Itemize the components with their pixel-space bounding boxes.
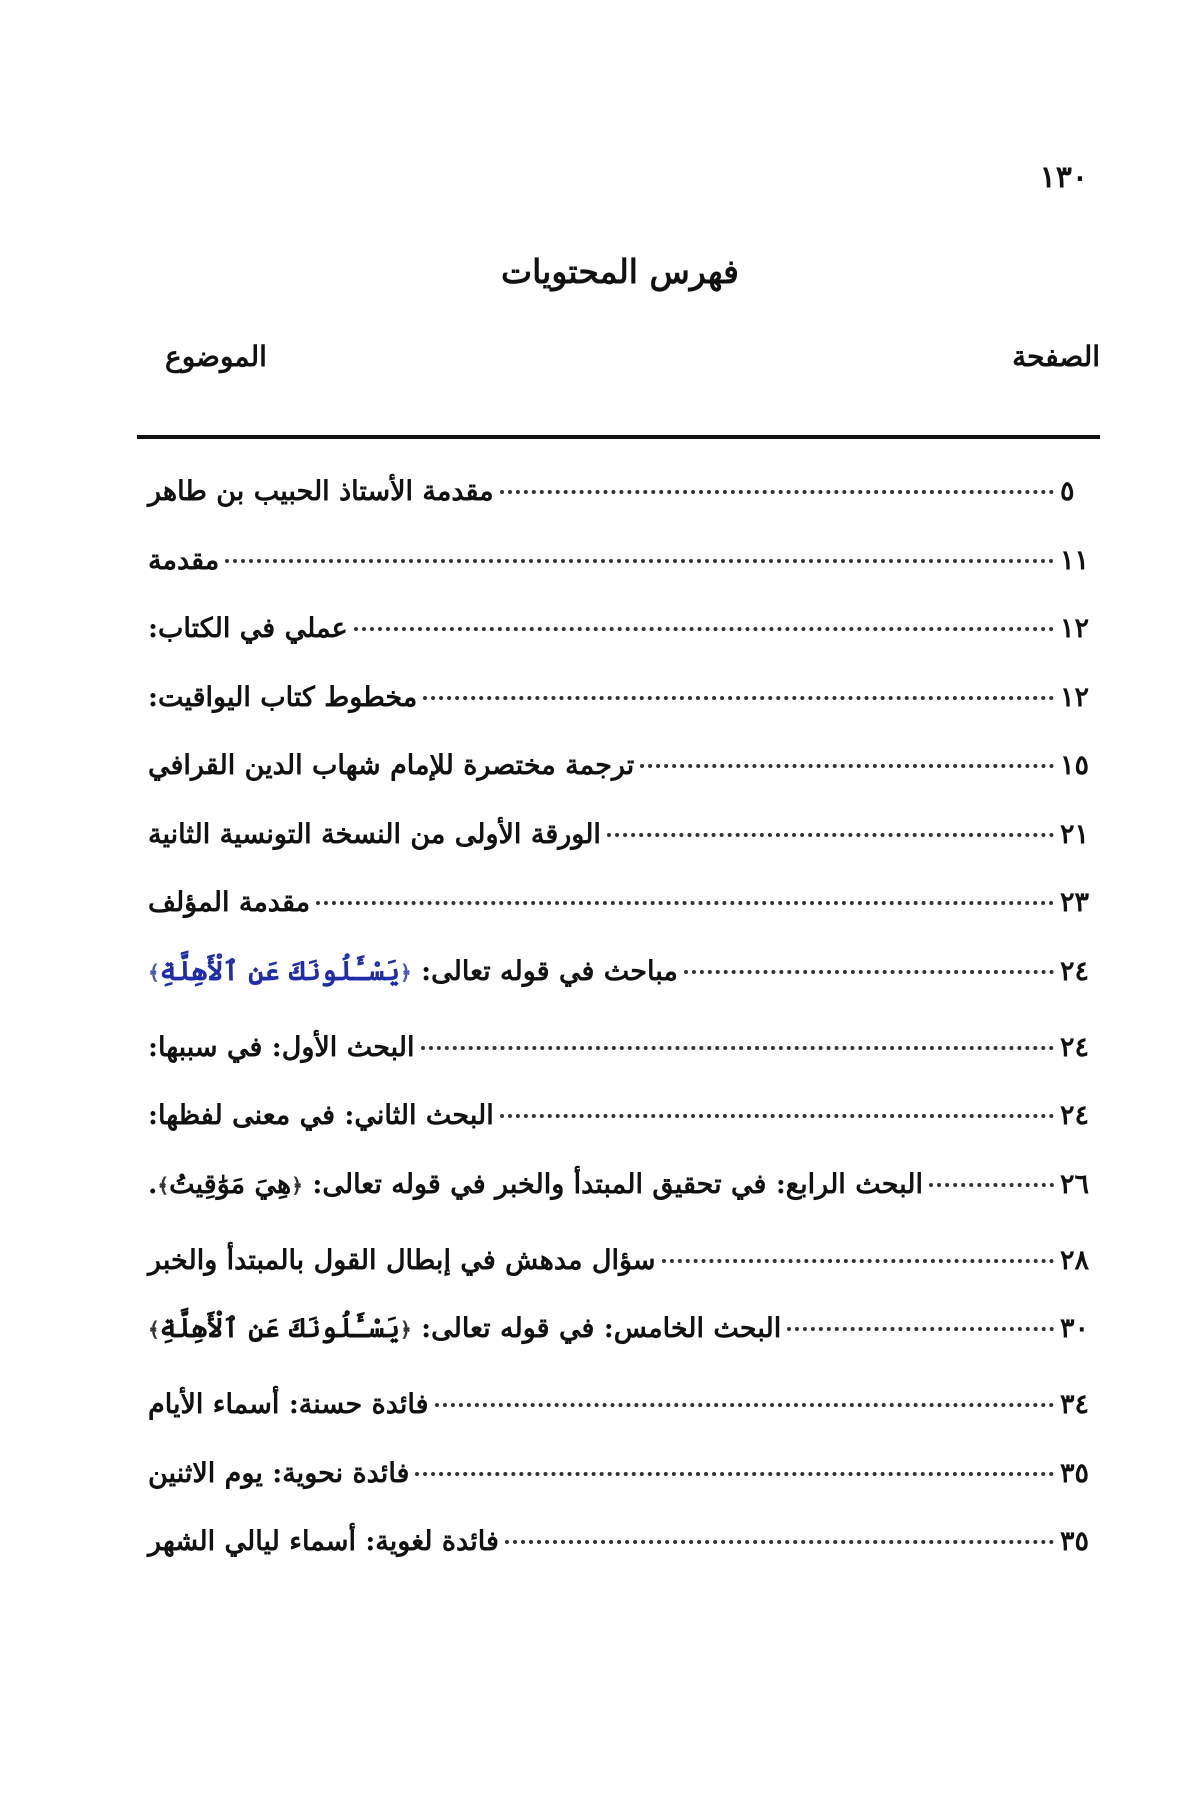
- toc-entry-page-number: ٢٣: [1060, 887, 1090, 918]
- toc-entry[interactable]: [148, 1245, 1100, 1314]
- quran-bracket-close-icon: ﴾: [148, 960, 160, 984]
- toc-entry[interactable]: [148, 750, 1100, 819]
- toc-entry-label: [148, 682, 417, 713]
- toc-entry-page-number: ٢٨: [1060, 1244, 1090, 1276]
- toc-entry[interactable]: [148, 1313, 1100, 1389]
- toc-entry-title: مقدمة المؤلف: [148, 887, 311, 918]
- toc-entry-title: فائدة حسنة: أسماء الأيام: [148, 1389, 429, 1420]
- dot-leader: [423, 696, 1054, 700]
- quran-bracket-open-icon: ﴿: [400, 960, 412, 984]
- dot-leader: [640, 764, 1054, 768]
- toc-entry-page-number: ١١: [1060, 544, 1090, 576]
- toc-entry-title: مقدمة الأستاذ الحبيب بن طاهر: [148, 476, 494, 507]
- toc-entry[interactable]: [148, 613, 1100, 682]
- toc-entry[interactable]: [148, 1100, 1100, 1169]
- entry-suffix: .: [148, 1168, 158, 1200]
- quran-bracket-open-icon: ﴿: [291, 1173, 303, 1197]
- quran-bracket-close-icon: ﴾: [148, 1317, 160, 1342]
- toc-entry-label: [148, 476, 494, 507]
- toc-entry[interactable]: [148, 682, 1100, 751]
- toc-entry[interactable]: [148, 1458, 1100, 1527]
- page-number: ١٣٠: [1039, 160, 1088, 195]
- column-headers: [165, 340, 1100, 373]
- toc-entry-title: البحث الرابع: في تحقيق المبتدأ والخبر في قوله تعالى:: [312, 1168, 924, 1200]
- dot-leader: [354, 627, 1054, 631]
- toc-entry-page-number: ٣٥: [1060, 1526, 1090, 1557]
- toc-entry-title: فائدة لغوية: أسماء ليالي الشهر: [148, 1526, 499, 1557]
- toc-entry[interactable]: [148, 545, 1100, 614]
- dot-leader: [225, 559, 1054, 563]
- dot-leader: [415, 1472, 1054, 1476]
- toc-entry-page-number: ١٢: [1060, 681, 1090, 713]
- toc-entry-page-number: ٢٤: [1060, 955, 1090, 987]
- toc-entry[interactable]: [148, 1032, 1100, 1101]
- toc-entry-label: [148, 1169, 923, 1200]
- toc-entry-page-number: ٢١: [1060, 818, 1090, 850]
- dot-leader: [787, 1327, 1054, 1331]
- toc-entry-label: [148, 1458, 409, 1489]
- toc-entry-title: مقدمة: [148, 544, 220, 576]
- toc-entry-title: البحث الخامس: في قوله تعالى:: [421, 1313, 782, 1344]
- toc-entry[interactable]: [148, 1169, 1100, 1245]
- dot-leader: [662, 1259, 1054, 1263]
- toc-entry-title: ترجمة مختصرة للإمام شهاب الدين القرافي: [148, 750, 635, 781]
- toc-entry-page-number: ٢٦: [1060, 1168, 1090, 1200]
- toc-entry-label: [148, 1100, 494, 1131]
- dot-leader: [500, 1114, 1054, 1118]
- toc-entry-title: سؤال مدهش في إبطال القول بالمبتدأ والخبر: [148, 1244, 656, 1276]
- toc-entry-label: [148, 1245, 656, 1276]
- toc-entry-title: الورقة الأولى من النسخة التونسية الثانية: [148, 818, 601, 850]
- quran-verse: يَسْـَٔلُونَكَ عَنِ ٱلْأَهِلَّةِ: [159, 1313, 401, 1344]
- dot-leader: [500, 490, 1054, 494]
- toc-entry-page-number: ٣٤: [1060, 1389, 1090, 1420]
- toc-entry-title: البحث الثاني: في معنى لفظها:: [148, 1100, 494, 1131]
- toc-entry-title: البحث الأول: في سببها:: [148, 1031, 415, 1063]
- toc-entry[interactable]: [148, 1389, 1100, 1458]
- quran-bracket-close-icon: ﴾: [157, 1173, 170, 1197]
- table-of-contents: [148, 476, 1100, 1595]
- toc-entry-label: [148, 750, 634, 781]
- toc-entry-label: [148, 956, 678, 987]
- dot-leader: [505, 1540, 1054, 1544]
- toc-entry-label: [148, 1032, 415, 1063]
- toc-entry-label: [148, 1526, 499, 1557]
- toc-entry[interactable]: [148, 956, 1100, 1032]
- toc-entry-page-number: ١٥: [1060, 750, 1090, 781]
- quran-verse: يَسْـَٔلُونَكَ عَنِ ٱلْأَهِلَّةِ: [159, 955, 401, 987]
- toc-entry-page-number: ٢٤: [1060, 1031, 1090, 1063]
- toc-entry-title: فائدة نحوية: يوم الاثنين: [148, 1457, 410, 1489]
- toc-entry-title: مخطوط كتاب اليواقيت:: [148, 681, 418, 713]
- toc-entry-label: [148, 545, 219, 576]
- dot-leader: [421, 1046, 1054, 1050]
- toc-entry[interactable]: [148, 1526, 1100, 1595]
- toc-entry-page-number: ١٢: [1060, 613, 1090, 644]
- toc-entry-label: [148, 819, 601, 850]
- dot-leader: [316, 901, 1054, 905]
- toc-entry-page-number: ٣٠: [1060, 1313, 1090, 1344]
- toc-entry-label: [148, 613, 348, 644]
- toc-entry-title: مباحث في قوله تعالى:: [421, 955, 678, 987]
- dot-leader: [929, 1183, 1054, 1187]
- quran-bracket-open-icon: ﴿: [400, 1317, 412, 1342]
- toc-entry[interactable]: [148, 819, 1100, 888]
- toc-entry-label: [148, 887, 310, 918]
- dot-leader: [607, 833, 1054, 837]
- header-divider: [137, 435, 1100, 439]
- toc-entry-page-number: ٣٥: [1060, 1457, 1090, 1489]
- toc-entry-page-number: ٢٤: [1060, 1100, 1090, 1131]
- toc-entry-title: عملي في الكتاب:: [148, 613, 348, 644]
- header-topic: الموضوع: [165, 340, 267, 373]
- toc-entry[interactable]: [148, 476, 1100, 545]
- toc-entry-page-number: ٥: [1060, 476, 1075, 507]
- dot-leader: [684, 970, 1054, 974]
- toc-entry-label: [148, 1389, 429, 1420]
- header-page: الصفحة: [1012, 340, 1100, 373]
- page-title: فهرس المحتويات: [501, 252, 739, 291]
- dot-leader: [435, 1403, 1054, 1407]
- toc-entry-label: [148, 1313, 781, 1344]
- toc-entry[interactable]: [148, 887, 1100, 956]
- quran-verse: هِيَ مَوَٰقِيتُ: [169, 1168, 292, 1200]
